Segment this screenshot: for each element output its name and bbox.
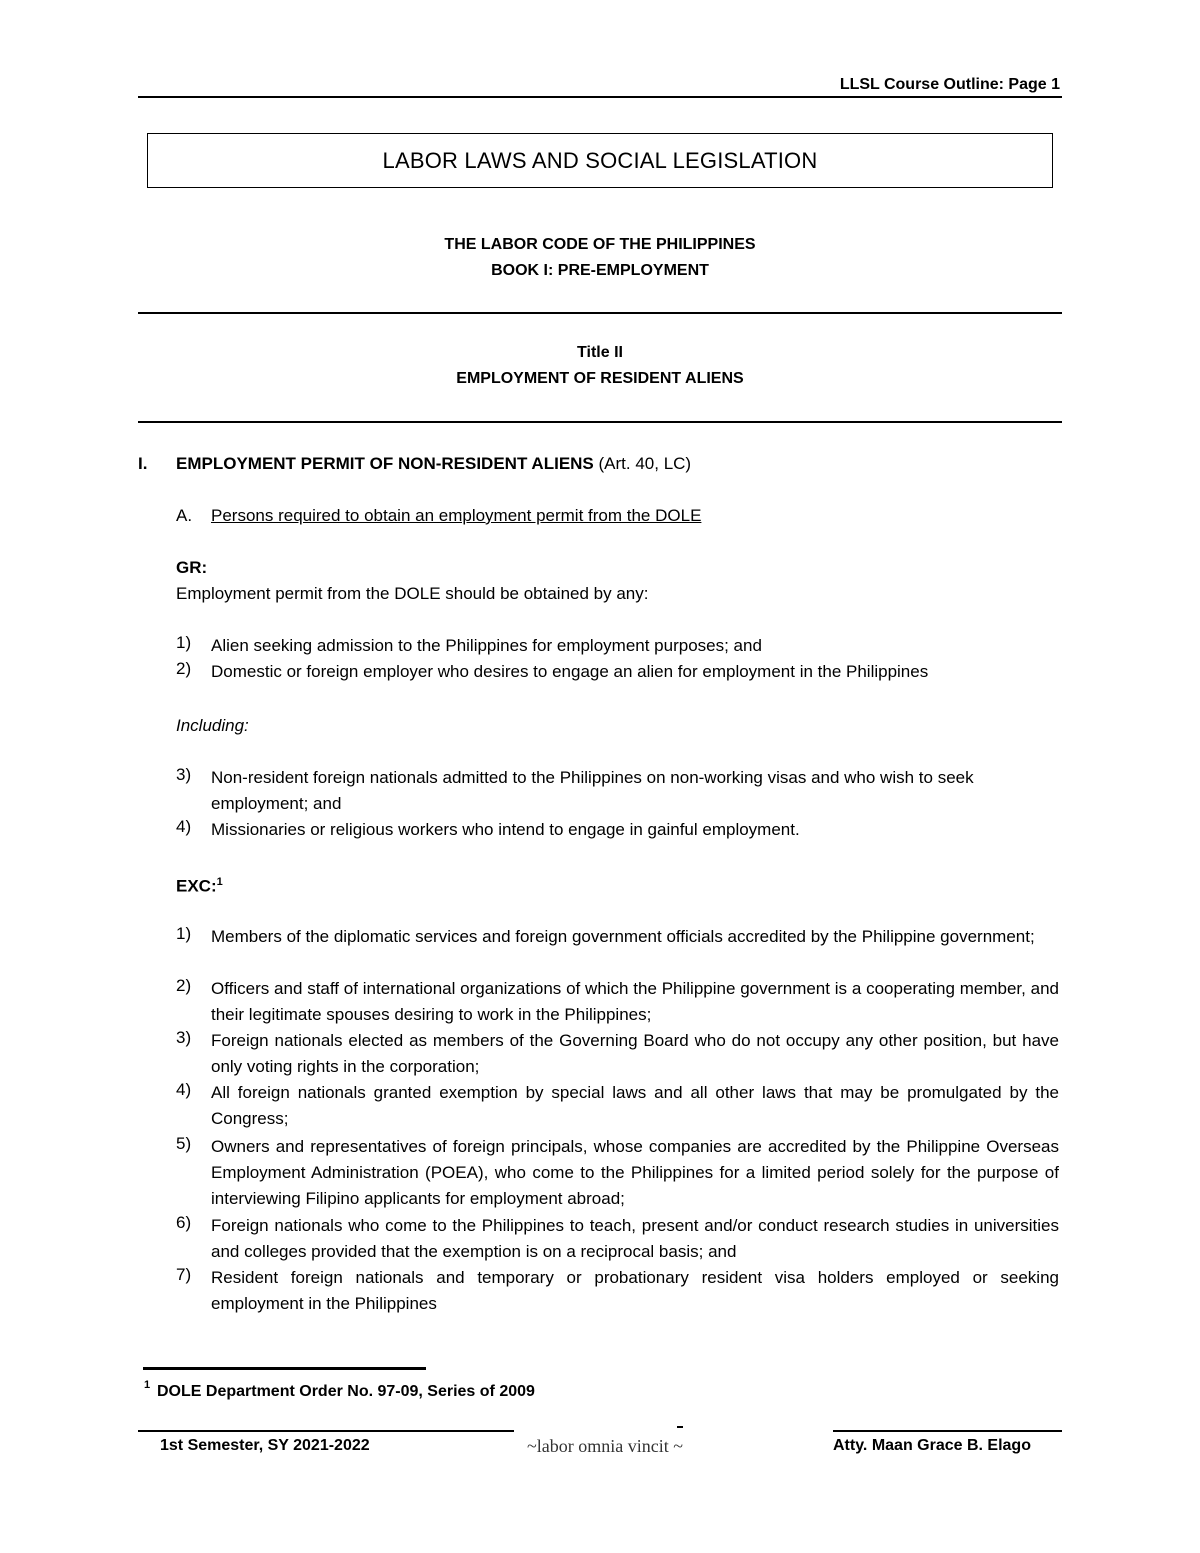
section-heading: EMPLOYMENT PERMIT OF NON-RESIDENT ALIENS — [176, 454, 594, 473]
page-header-label: LLSL Course Outline: Page 1 — [839, 76, 1060, 93]
gr-intro: Employment permit from the DOLE should be obtained by any: — [176, 584, 649, 603]
list-number: 6) — [176, 1213, 192, 1232]
exc-heading — [176, 869, 223, 900]
footer-motto: ~labor omnia vincit ~ — [527, 1436, 683, 1456]
list-item: Members of the diplomatic services and foreign government officials accredited by the Philippine government; — [211, 927, 1035, 946]
list-number: 3) — [176, 765, 192, 784]
code-heading: THE LABOR CODE OF THE PHILIPPINES — [444, 236, 756, 253]
document-title: LABOR LAWS AND SOCIAL LEGISLATION — [382, 147, 818, 173]
list-item: Owners and representatives of foreign principals, whose companies are accredited by the Philippine Overseas Employment Administration (POEA), who come to the Philippines for a limited period solely for the purpose of interviewing Filipino applicants for employment abroad; — [211, 1137, 1059, 1208]
list-item: All foreign nationals granted exemption by special laws and all other laws that may be promulgated by the Congress; — [211, 1083, 1059, 1128]
including-label: Including: — [176, 716, 249, 735]
list-number: 5) — [176, 1134, 192, 1153]
list-number: 2) — [176, 659, 192, 678]
list-item: Officers and staff of international organizations of which the Philippine government is a cooperating member, and their legitimate spouses desiring to work in the Philippines; — [211, 979, 1059, 1024]
footnote-separator — [143, 1367, 426, 1370]
list-item: Domestic or foreign employer who desires to engage an alien for employment in the Philippines — [211, 662, 929, 681]
list-number: 1) — [176, 633, 192, 652]
exc-label: EXC: — [176, 876, 217, 896]
subsection-heading: Persons required to obtain an employment permit from the DOLE — [211, 506, 702, 525]
divider-rule — [138, 312, 1062, 314]
footer-tick — [677, 1426, 683, 1428]
divider-rule — [138, 421, 1062, 423]
title-number: Title II — [577, 344, 623, 361]
document-title-box — [147, 133, 1053, 188]
list-number: 3) — [176, 1028, 192, 1047]
list-item: Alien seeking admission to the Philippines for employment purposes; and — [211, 636, 762, 655]
subsection-letter: A. — [176, 506, 193, 525]
footer-semester: 1st Semester, SY 2021-2022 — [160, 1437, 370, 1454]
list-item: Foreign nationals who come to the Philippines to teach, present and/or conduct research studies in universities and colleges provided that the exemption is on a reciprocal basis; and — [211, 1216, 1059, 1261]
section-reference: (Art. 40, LC) — [598, 454, 692, 473]
list-number: 4) — [176, 1080, 192, 1099]
footnote-text: DOLE Department Order No. 97-09, Series of 2009 — [157, 1383, 535, 1400]
list-item: Missionaries or religious workers who intend to engage in gainful employment. — [211, 820, 800, 839]
section-number: I. — [138, 454, 148, 473]
list-item: Non-resident foreign nationals admitted to the Philippines on non-working visas and who wish to seek employment; and — [211, 768, 974, 813]
footer-rule-right — [833, 1430, 1062, 1432]
footer-author: Atty. Maan Grace B. Elago — [833, 1437, 1031, 1454]
list-number: 1) — [176, 924, 192, 943]
list-item: Resident foreign nationals and temporary or probationary resident visa holders employed or seeking employment in the Philippines — [211, 1268, 1059, 1313]
gr-label: GR: — [176, 558, 208, 577]
footnote-reference: 1 — [216, 876, 223, 888]
footer-rule-left — [138, 1430, 514, 1432]
header-rule — [138, 96, 1062, 98]
list-number: 2) — [176, 976, 192, 995]
list-item: Foreign nationals elected as members of the Governing Board who do not occupy any other position, but have only voting rights in the corporation; — [211, 1031, 1059, 1076]
footnote-mark: 1 — [144, 1379, 151, 1391]
list-number: 7) — [176, 1265, 192, 1284]
list-number: 4) — [176, 817, 192, 836]
title-heading: EMPLOYMENT OF RESIDENT ALIENS — [456, 370, 744, 387]
section-heading-line — [176, 451, 691, 477]
book-heading: BOOK I: PRE-EMPLOYMENT — [491, 262, 709, 279]
